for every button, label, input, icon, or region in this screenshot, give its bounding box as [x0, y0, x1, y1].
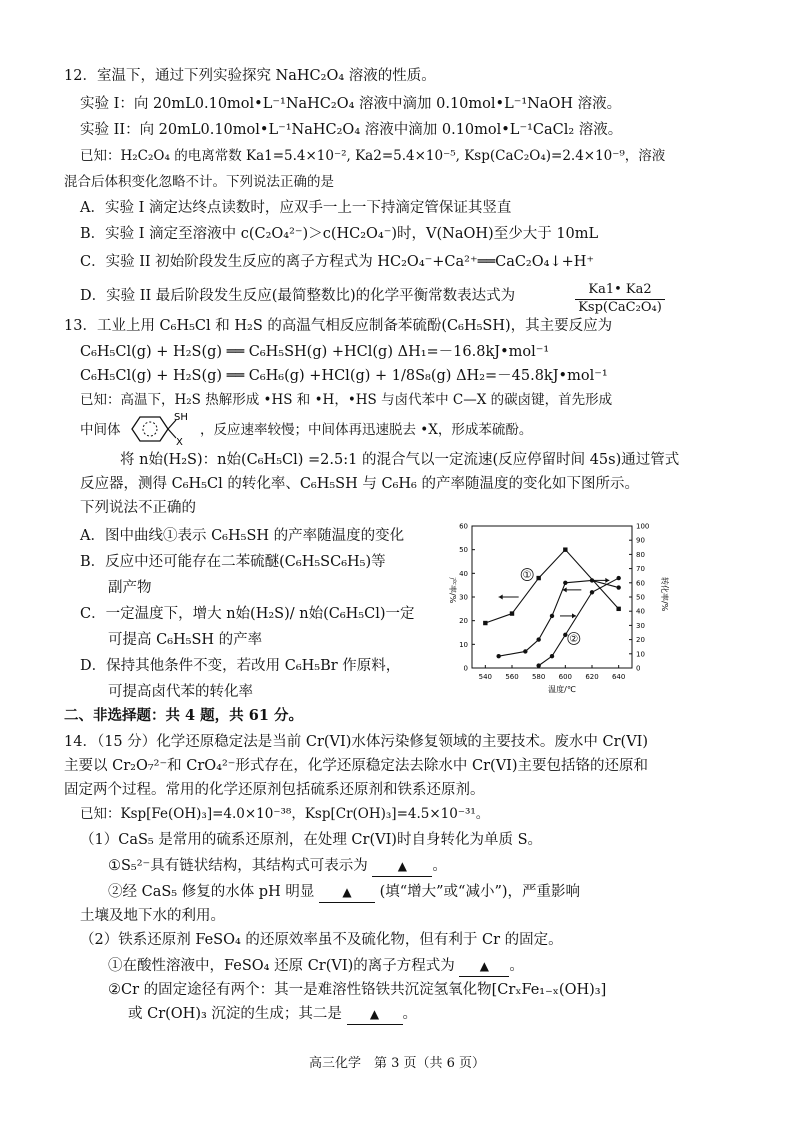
equilibrium-fraction [575, 282, 665, 316]
q13-option-b-line2: 副产物 [108, 580, 152, 596]
q13-known2a: 中间体 [80, 422, 121, 438]
q14-part1-q2 [108, 882, 580, 903]
data-point [536, 663, 540, 667]
y-right-axis-label: 转化率/% [660, 577, 669, 612]
series-line-2 [539, 578, 619, 666]
data-point [616, 585, 620, 589]
q14-part1-q1: ①S₅²⁻具有链状结构，其结构式可表示为 ▲ 。 [108, 856, 447, 877]
q13-para1: 将 n始(H₂S)：n始(C₆H₅Cl) =2.5:1 的混合气以一定流速(反应停留时间 45s)通过管式 [120, 452, 680, 468]
curve-label-2: ② [569, 633, 579, 645]
q14-part2-q1-text: ①在酸性溶液中，FeSO₄ 还原 Cr(VI)的离子方程式为 [108, 958, 455, 974]
q12-known1: 已知：H₂C₂O₄ 的电离常数 Ka1=5.4×10⁻², Ka2=5.4×10⁻⁵, Ksp(CaC₂O₄)=2.4×10⁻⁹，溶液 [80, 148, 666, 164]
x-tick-label: 540 [478, 673, 493, 681]
y-left-tick-label: 60 [459, 522, 468, 531]
data-point [563, 633, 567, 637]
q14-part1-q2-cont: 土壤及地下水的利用。 [80, 908, 225, 924]
q13-stem: 13．工业上用 C₆H₅Cl 和 H₂S 的高温气相反应制备苯硫酚(C₆H₅SH)，其主要反应为 [64, 318, 613, 334]
curve-label-1: ① [522, 570, 532, 582]
q14-line1: 14．（15 分）化学还原稳定法是当前 Cr(VI)水体污染修复领域的主要技术。废水中 Cr(VI) [64, 734, 649, 750]
y-right-tick-label: 0 [636, 664, 641, 673]
y-right-tick-label: 90 [636, 536, 645, 545]
q12-exp1: 实验 I：向 20mL0.10mol•L⁻¹NaHC₂O₄ 溶液中滴加 0.10mol•L⁻¹NaOH 溶液。 [80, 96, 622, 112]
q14-part2-q2-cont-text: 或 Cr(OH)₃ 沉淀的生成；其二是 [128, 1006, 342, 1022]
y-right-tick-label: 30 [636, 621, 645, 630]
q13-reaction1: C₆H₅Cl(g) + H₂S(g) ══ C₆H₅SH(g) +HCl(g) ΔH₁=－16.8kJ•mol⁻¹ [80, 344, 550, 360]
y-left-tick-label: 10 [459, 640, 468, 649]
x-tick-label: 600 [558, 673, 573, 681]
q14-part1-q2-text: ②经 CaS₅ 修复的水体 pH 明显 [108, 884, 315, 900]
y-left-tick-label: 30 [459, 593, 468, 602]
answer-blank-4[interactable] [347, 1004, 403, 1025]
x-tick-label: 640 [611, 673, 626, 681]
q14-known: 已知：Ksp[Fe(OH)₃]=4.0×10⁻³⁸，Ksp[Cr(OH)₃]=4.5×10⁻³¹。 [80, 806, 490, 822]
x-axis-label: 温度/℃ [548, 685, 576, 694]
y-right-tick-label: 100 [636, 522, 650, 531]
ring-x-label: X [176, 437, 183, 446]
q13-reaction2: C₆H₅Cl(g) + H₂S(g) ══ C₆H₆(g) +HCl(g) + 1/8S₈(g) ΔH₂=－45.8kJ•mol⁻¹ [80, 368, 608, 384]
section-2-heading: 二、非选择题：共 4 题，共 61 分。 [64, 707, 303, 724]
q13-option-d-line2: 可提高卤代苯的转化率 [108, 684, 253, 700]
data-point [536, 576, 540, 580]
y-left-tick-label: 0 [463, 664, 468, 673]
data-point [496, 654, 500, 658]
q14-part2-q2: ②Cr 的固定途径有两个：其一是难溶性铬铁共沉淀氢氧化物[CrₓFe₁₋ₓ(OH)₃] [108, 982, 607, 998]
blank-marker: ▲ [369, 1007, 380, 1021]
y-right-tick-label: 40 [636, 607, 645, 616]
ring-sh-label: SH [174, 412, 188, 423]
blank-marker: ▲ [479, 959, 489, 973]
y-right-tick-label: 20 [636, 636, 645, 645]
y-left-axis-label: 产率/% [448, 577, 457, 604]
q13-option-a: A．图中曲线①表示 C₆H₅SH 的产率随温度的变化 [80, 528, 405, 544]
data-point [536, 637, 540, 641]
q13-option-c-line1: C．一定温度下，增大 n始(H₂S)/ n始(C₆H₅Cl)一定 [80, 606, 415, 622]
q14-part2: （2）铁系还原剂 FeSO₄ 的还原效率虽不及硫化物，但有利于 Cr 的固定。 [80, 932, 563, 948]
q14-part1-q1-text: ①S₅²⁻具有链状结构，其结构式可表示为 [108, 858, 368, 874]
arrow-right-2-head [572, 613, 576, 618]
q12-exp2: 实验 II：向 20mL0.10mol•L⁻¹NaHC₂O₄ 溶液中滴加 0.10mol•L⁻¹CaCl₂ 溶液。 [80, 122, 623, 138]
y-right-tick-label: 60 [636, 579, 645, 588]
data-point [563, 547, 567, 551]
y-right-tick-label: 50 [636, 593, 645, 602]
y-right-tick-label: 80 [636, 550, 645, 559]
answer-blank-3[interactable] [459, 956, 509, 977]
answer-blank-1[interactable] [372, 856, 432, 877]
data-point [616, 576, 620, 580]
data-point [563, 581, 567, 585]
page-footer: 高三化学 第 3 页（共 6 页） [308, 1056, 486, 1071]
arrow-left-1-head [499, 595, 503, 600]
q12-option-d: D．实验 II 最后阶段发生反应(最简整数比)的化学平衡常数表达式为 [80, 288, 516, 304]
yield-conversion-chart [440, 518, 670, 698]
data-point [523, 649, 527, 653]
answer-blank-2[interactable] [319, 882, 375, 903]
q13-para2: 反应器，测得 C₆H₅Cl 的转化率、C₆H₅SH 与 C₆H₆ 的产率随温度的变化如下图所示。 [80, 476, 639, 492]
q14-part1-q2-hint: (填“增大”或“减小”)，严重影响 [379, 884, 581, 900]
q12-stem: 12．室温下，通过下列实验探究 NaHC₂O₄ 溶液的性质。 [64, 68, 436, 84]
q14-part1: （1）CaS₅ 是常用的硫系还原剂，在处理 Cr(VI)时自身转化为单质 S。 [80, 832, 543, 848]
q13-known1: 已知：高温下，H₂S 热解形成 •HS 和 •H，•HS 与卤代苯中 C—X 的碳卤键，首先形成 [80, 392, 613, 408]
series-line-0 [485, 550, 618, 623]
q12-known2: 混合后体积变化忽略不计。下列说法正确的是 [64, 174, 334, 190]
x-tick-label: 620 [585, 673, 599, 681]
q13-ask: 下列说法不正确的 [80, 500, 196, 516]
q14-part2-q2-cont: 或 Cr(OH)₃ 沉淀的生成；其二是 ▲ 。 [128, 1004, 417, 1025]
q12-option-c: C．实验 II 初始阶段发生反应的离子方程式为 HC₂O₄⁻+Ca²⁺══CaC₂O₄↓+H⁺ [80, 254, 595, 270]
q13-known2b: ，反应速率较慢；中间体再迅速脱去 •X，形成苯硫酚。 [200, 422, 533, 438]
data-point [590, 590, 594, 594]
x-tick-label: 560 [505, 673, 519, 681]
y-left-tick-label: 50 [459, 546, 468, 555]
x-tick-label: 580 [531, 673, 546, 681]
fraction-denominator: Ksp(CaC₂O₄) [578, 300, 662, 315]
y-left-tick-label: 40 [459, 569, 468, 578]
y-right-tick-label: 70 [636, 565, 645, 574]
blank-marker: ▲ [397, 859, 407, 873]
q13-option-d-line1: D．保持其他条件不变，若改用 C₆H₅Br 作原料， [80, 658, 401, 674]
q14-line2: 主要以 Cr₂O₇²⁻和 CrO₄²⁻形式存在，化学还原稳定法去除水中 Cr(VI)主要包括铬的还原和 [64, 758, 649, 774]
data-point [550, 654, 554, 658]
y-right-tick-label: 10 [636, 650, 645, 659]
data-point [483, 621, 487, 625]
intermediate-structure-diagram [120, 412, 190, 446]
arrow-right-1-head [605, 578, 609, 583]
q14-line3: 固定两个过程。常用的化学还原剂包括硫系还原剂和铁系还原剂。 [64, 782, 485, 798]
q13-option-c-line2: 可提高 C₆H₅SH 的产率 [108, 632, 263, 648]
data-point [510, 611, 514, 615]
data-point [550, 614, 554, 618]
data-point [616, 607, 620, 611]
q12-option-a: A．实验 I 滴定达终点读数时，应双手一上一下持滴定管保证其竖直 [80, 200, 512, 216]
fraction-numerator: Ka1• Ka2 [575, 282, 665, 300]
blank-marker: ▲ [342, 885, 352, 899]
q13-option-b-line1: B．反应中还可能存在二苯硫醚(C₆H₅SC₆H₅)等 [80, 554, 386, 570]
q12-option-b: B．实验 I 滴定至溶液中 c(C₂O₄²⁻)＞c(HC₂O₄⁻)时，V(NaOH)至少大于 10mL [80, 226, 599, 242]
q14-part2-q1: ①在酸性溶液中，FeSO₄ 还原 Cr(VI)的离子方程式为 ▲ 。 [108, 956, 524, 977]
y-left-tick-label: 20 [459, 617, 468, 626]
